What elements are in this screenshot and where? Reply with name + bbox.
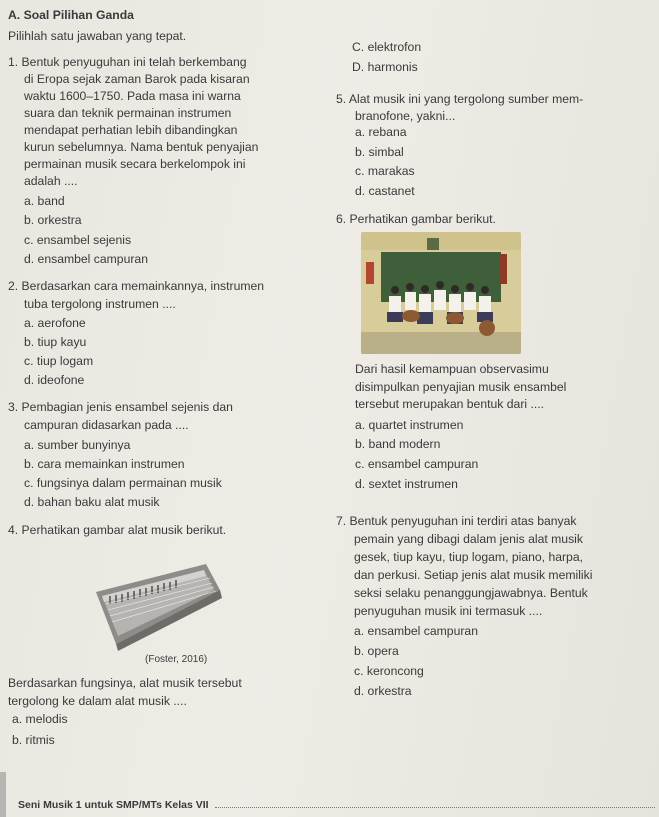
q3-option-b[interactable]: b. cara memainkan instrumen	[24, 457, 185, 471]
q4-line: tergolong ke dalam alat musik ....	[8, 694, 187, 708]
q6-line: 6. Perhatikan gambar berikut.	[336, 212, 496, 226]
q1-option-b[interactable]: b. orkestra	[24, 213, 82, 227]
q1-line: kurun sebelumnya. Nama bentuk penyajian	[24, 140, 259, 154]
q6-option-a[interactable]: a. quartet instrumen	[355, 418, 464, 432]
q4-line: Berdasarkan fungsinya, alat musik tersebut	[8, 676, 242, 690]
q4-option-b[interactable]: b. ritmis	[12, 733, 55, 747]
q5-option-a[interactable]: a. rebana	[355, 125, 407, 139]
q3-line: 3. Pembagian jenis ensambel sejenis dan	[8, 400, 233, 414]
q1-option-d-right[interactable]: D. harmonis	[352, 60, 418, 74]
q7-line: penyuguhan musik ini termasuk ....	[354, 604, 543, 618]
q7-line: seksi selaku penanggungjawabnya. Bentuk	[354, 586, 588, 600]
q6-option-b[interactable]: b. band modern	[355, 437, 441, 451]
q2-option-d[interactable]: d. ideofone	[24, 373, 85, 387]
q5-line: branofone, yakni...	[355, 109, 456, 123]
q2-option-a[interactable]: a. aerofone	[24, 316, 86, 330]
q1-option-c-right[interactable]: C. elektrofon	[352, 40, 422, 54]
q6-line: Dari hasil kemampuan observasimu	[355, 362, 549, 376]
q2-option-b[interactable]: b. tiup kayu	[24, 335, 87, 349]
q1-line: suara dan teknik permainan instrumen	[24, 106, 232, 120]
section-title: A. Soal Pilihan Ganda	[8, 8, 134, 22]
q6-line: tersebut merupakan bentuk dari ....	[355, 397, 545, 411]
ensemble-students-photo	[361, 232, 521, 354]
instruction: Pilihlah satu jawaban yang tepat.	[8, 29, 187, 43]
q1-line: mendapat perhatian lebih dibandingkan	[24, 123, 238, 137]
q3-line: campuran didasarkan pada ....	[24, 418, 189, 432]
q7-option-d[interactable]: d. orkestra	[354, 684, 412, 698]
q5-option-b[interactable]: b. simbal	[355, 145, 404, 159]
q3-option-d[interactable]: d. bahan baku alat musik	[24, 495, 160, 509]
footer-book-title: Seni Musik 1 untuk SMP/MTs Kelas VII	[18, 799, 209, 811]
q2-line: 2. Berdasarkan cara memainkannya, instrumen	[8, 279, 265, 293]
q1-line: waktu 1600–1750. Pada masa ini warna	[24, 89, 241, 103]
kecapi-instrument-image	[88, 552, 228, 652]
q7-option-a[interactable]: a. ensambel campuran	[354, 624, 478, 638]
q6-option-c[interactable]: c. ensambel campuran	[355, 457, 479, 471]
q7-line: 7. Bentuk penyuguhan ini terdiri atas banyak	[336, 514, 577, 528]
q7-line: gesek, tiup kayu, tiup logam, piano, harpa,	[354, 550, 583, 564]
q2-line: tuba tergolong instrumen ....	[24, 297, 176, 311]
q7-line: dan perkusi. Setiap jenis alat musik memiliki	[354, 568, 593, 582]
q3-option-a[interactable]: a. sumber bunyinya	[24, 438, 131, 452]
q7-option-c[interactable]: c. keroncong	[354, 664, 424, 678]
footer-divider	[215, 807, 655, 808]
q6-line: disimpulkan penyajian musik ensambel	[355, 380, 567, 394]
q1-line: di Eropa sejak zaman Barok pada kisaran	[24, 72, 250, 86]
q3-option-c[interactable]: c. fungsinya dalam permainan musik	[24, 476, 222, 490]
q6-option-d[interactable]: d. sextet instrumen	[355, 477, 458, 491]
q7-option-b[interactable]: b. opera	[354, 644, 399, 658]
q7-line: pemain yang dibagi dalam jenis alat musik	[354, 532, 583, 546]
q2-option-c[interactable]: c. tiup logam	[24, 354, 94, 368]
q4-line: 4. Perhatikan gambar alat musik berikut.	[8, 523, 227, 537]
q1-option-a[interactable]: a. band	[24, 194, 65, 208]
q1-line: permainan musik secara berkelompok ini	[24, 157, 246, 171]
q4-option-a[interactable]: a. melodis	[12, 712, 68, 726]
q5-option-d[interactable]: d. castanet	[355, 184, 415, 198]
q4-image-caption: (Foster, 2016)	[145, 654, 208, 665]
q1-line: 1. Bentuk penyuguhan ini telah berkembang	[8, 55, 247, 69]
q1-line: adalah ....	[24, 174, 78, 188]
q1-option-c[interactable]: c. ensambel sejenis	[24, 233, 132, 247]
q5-line: 5. Alat musik ini yang tergolong sumber mem-	[336, 92, 584, 106]
q1-option-d[interactable]: d. ensambel campuran	[24, 252, 148, 266]
page-edge-marker	[0, 772, 6, 817]
q5-option-c[interactable]: c. marakas	[355, 164, 415, 178]
